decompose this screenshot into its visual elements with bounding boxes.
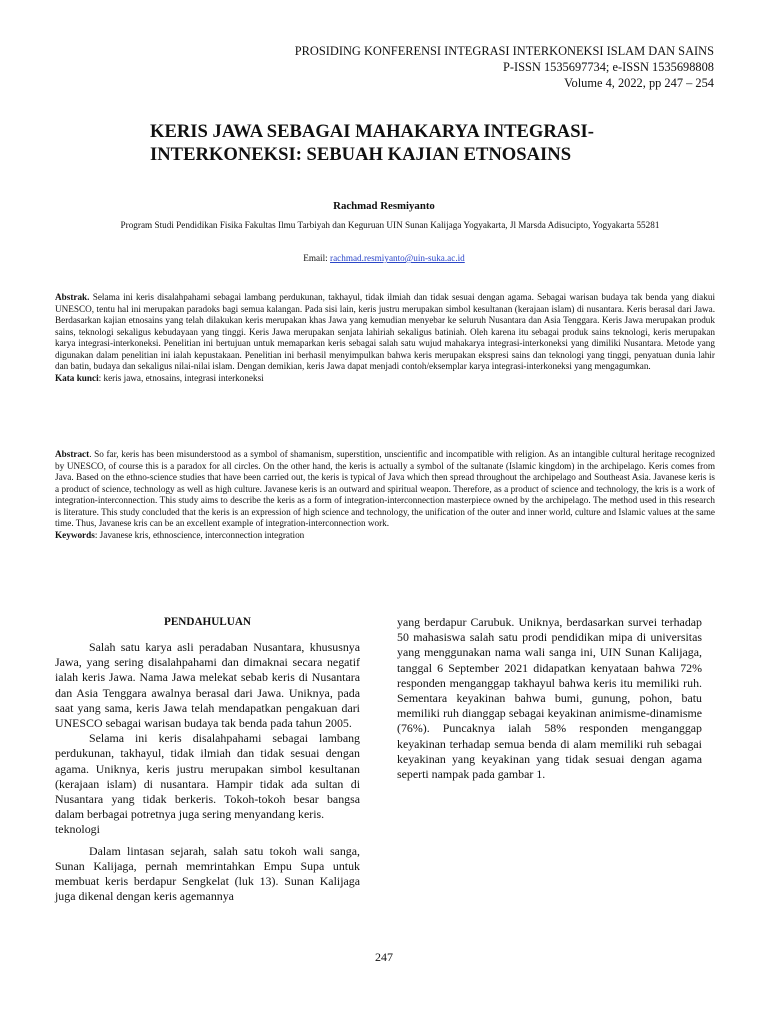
volume-line: Volume 4, 2022, pp 247 – 254 [564,76,714,90]
body-right-column [397,615,702,782]
abstrak-text: Selama ini keris disalahpahami sebagai lambang perdukunan, takhayul, tidak ilmiah dan tidak sesuai dengan agama. Sebagai warisan budaya tak benda yang diakui UNESCO, tentu hal ini merupakan paradoks bagi semua kalangan. Pada sisi lain, keris justru merupakan simbol kesultanan (kerajaan islam) di nusantara. Keris berasal dari Jawa. Berdasarkan kajian etnosains yang telah dilakukan keris merupakan khas Jawa yang kemudian menyebar ke seluruh Nusantara dan Asia Tenggara. Keris Jawa merupakan produk sains, teknologi sekaligus kebudayaan yang tinggi. Keris Jawa merupakan senjata lahiriah sekaligus batiniah. Oleh karena itu sebagai produk sains teknologi, keris merupakan karya integrasi-interkoneksi. Penelitian ini bertujuan untuk memaparkan keris sebagai salah satu wujud mahakarya integrasi-interkoneksi yang dimiliki Nusantara. Metode yang digunakan dalam penelitian ini ialah kepustakaan. Penelitian ini berhasil menyimpulkan bahwa keris merupakan ekspresi sains dan teknologi yang tinggi, penyatuan dunia lahir dan batin, budaya dan sekaligus nilai-nilai islam. Dengan demikian, keris Jawa dapat menjadi contoh/eksemplar karya integrasi-interkoneksi yang mengagumkan. [55,292,715,371]
conference-name: PROSIDING KONFERENSI INTEGRASI INTERKONEKSI ISLAM DAN SAINS [294,44,714,58]
paragraph-intro: Salah satu karya asli peradaban Nusantara, khususnya Jawa, yang sering disalahpahami dan dimaknai secara negatif ialah keris Jawa. Nama Jawa melekat sebab keris di Nusantara dan Asia Tenggara awalnya berasal dari Jawa. Uniknya, pada saat yang sama, keris Jawa telah mendapatkan pengakuan dari UNESCO sebagai warisan budaya tak benda pada tahun 2005. [55,640,360,731]
abstract-block [55,449,715,541]
page-number: 247 [375,950,393,964]
paper-title: KERIS JAWA SEBAGAI MAHAKARYA INTEGRASI-INTERKONEKSI: SEBUAH KAJIAN ETNOSAINS [150,121,594,165]
section-title: PENDAHULUAN [163,616,251,628]
abstract-text: . So far, keris has been misunderstood as a symbol of shamanism, superstition, unscientific and incompatible with religion. As an intangible cultural heritage recognized by UNESCO, of course this is a paradox for all circles. On the other hand, the keris is actually a symbol of the sultanate (Islamic kingdom) in the archipelago. Keris comes from Java. Based on the ethno-science studies that have been carried out, the keris is typical of Java which then spread throughout the archipelago and Southeast Asia. Javanese keris is a product of science, technology as well as high culture. Javanese keris is an outward and spiritual weapon. Therefore, as a product of science and technology, the kris is a work of integration-interconnection. This study aims to describe the keris as a form of integration-interconnection masterpiece owned by the archipelago. The method used in this research is literature. This study concluded that the keris is an expression of high science and technology, the unification of the outer and inner world, culture and Islamic values at the same time. Thus, Javanese kris can be an excellent example of integration-interconnection work. [55,449,715,528]
email-line [0,253,768,263]
abstrak-label: Abstrak. [55,292,90,302]
keywords-text: : Javanese kris, ethnoscience, interconnection integration [94,529,305,540]
issn-line: P-ISSN 1535697734; e-ISSN 1535698808 [503,60,714,74]
author-affiliation: Program Studi Pendidikan Fisika Fakultas Ilmu Tarbiyah dan Keguruan UIN Sunan Kalijaga Yogyakarta, Jl Marsda Adisucipto, Yogyakarta 55281 [120,220,660,230]
email-label: Email: [303,253,331,263]
paragraph-survey: yang berdapur Carubuk. Uniknya, berdasarkan survei terhadap 50 mahasiswa salah satu prodi pendidikan mipa di universitas yang menggunakan nama wali sanga ini, UIN Sunan Kalijaga, tanggal 6 September 2021 didapatkan kenyataan bahwa 72% responden menganggap takhayul bahwa keris itu memiliki ruh. Sementara keyakinan bahwa bumi, gunung, pohon, batu memiliki ruh dianggap sebagai keyakinan animisme-dinamisme (76%). Puncaknya ialah 58% responden menganggap keyakinan terhadap semua benda di alam memiliki ruh sebagai keyakinan yang keyakinan yang tidak sesuai dengan agama seperti nampak pada gambar 1. [397,615,702,782]
kata-kunci-label: Kata kunci [55,372,99,383]
keywords-line [55,530,715,542]
paragraph-history: Dalam lintasan sejarah, salah satu tokoh wali sanga, Sunan Kalijaga, pernah memrintahkan Empu Supa untuk membuat keris berdapur Sengkelat (luk 13). Sunan Kalijaga juga dikenal dengan keris agemannya [55,843,360,904]
email-link[interactable]: rachmad.resmiyanto@uin-suka.ac.id [330,253,465,263]
kata-kunci-line [55,373,715,385]
kata-kunci-text: : keris jawa, etnosains, integrasi interkoneksi [98,372,264,383]
abstract-label: Abstract [55,449,90,459]
keywords-label: Keywords [55,529,95,540]
author-name: Rachmad Resmiyanto [333,200,435,212]
stray-word-teknologi: teknologi [55,822,100,837]
paragraph-misunderstood: Selama ini keris disalahpahami sebagai lambang perdukunan, takhayul, tidak ilmiah dan tidak sesuai dengan agama. Uniknya, keris justru merupakan simbol kesultanan (kerajaan islam) di nusantara. Hampir tidak ada sultan di Nusantara yang tidak berkeris. Tokoh-tokoh besar bangsa dalam berbagai potretnya juga sering menyandang keris. [55,731,360,822]
abstract-paragraph [55,449,715,530]
body-left-column [55,615,360,904]
abstrak-block [55,292,715,384]
abstrak-paragraph [55,292,715,373]
